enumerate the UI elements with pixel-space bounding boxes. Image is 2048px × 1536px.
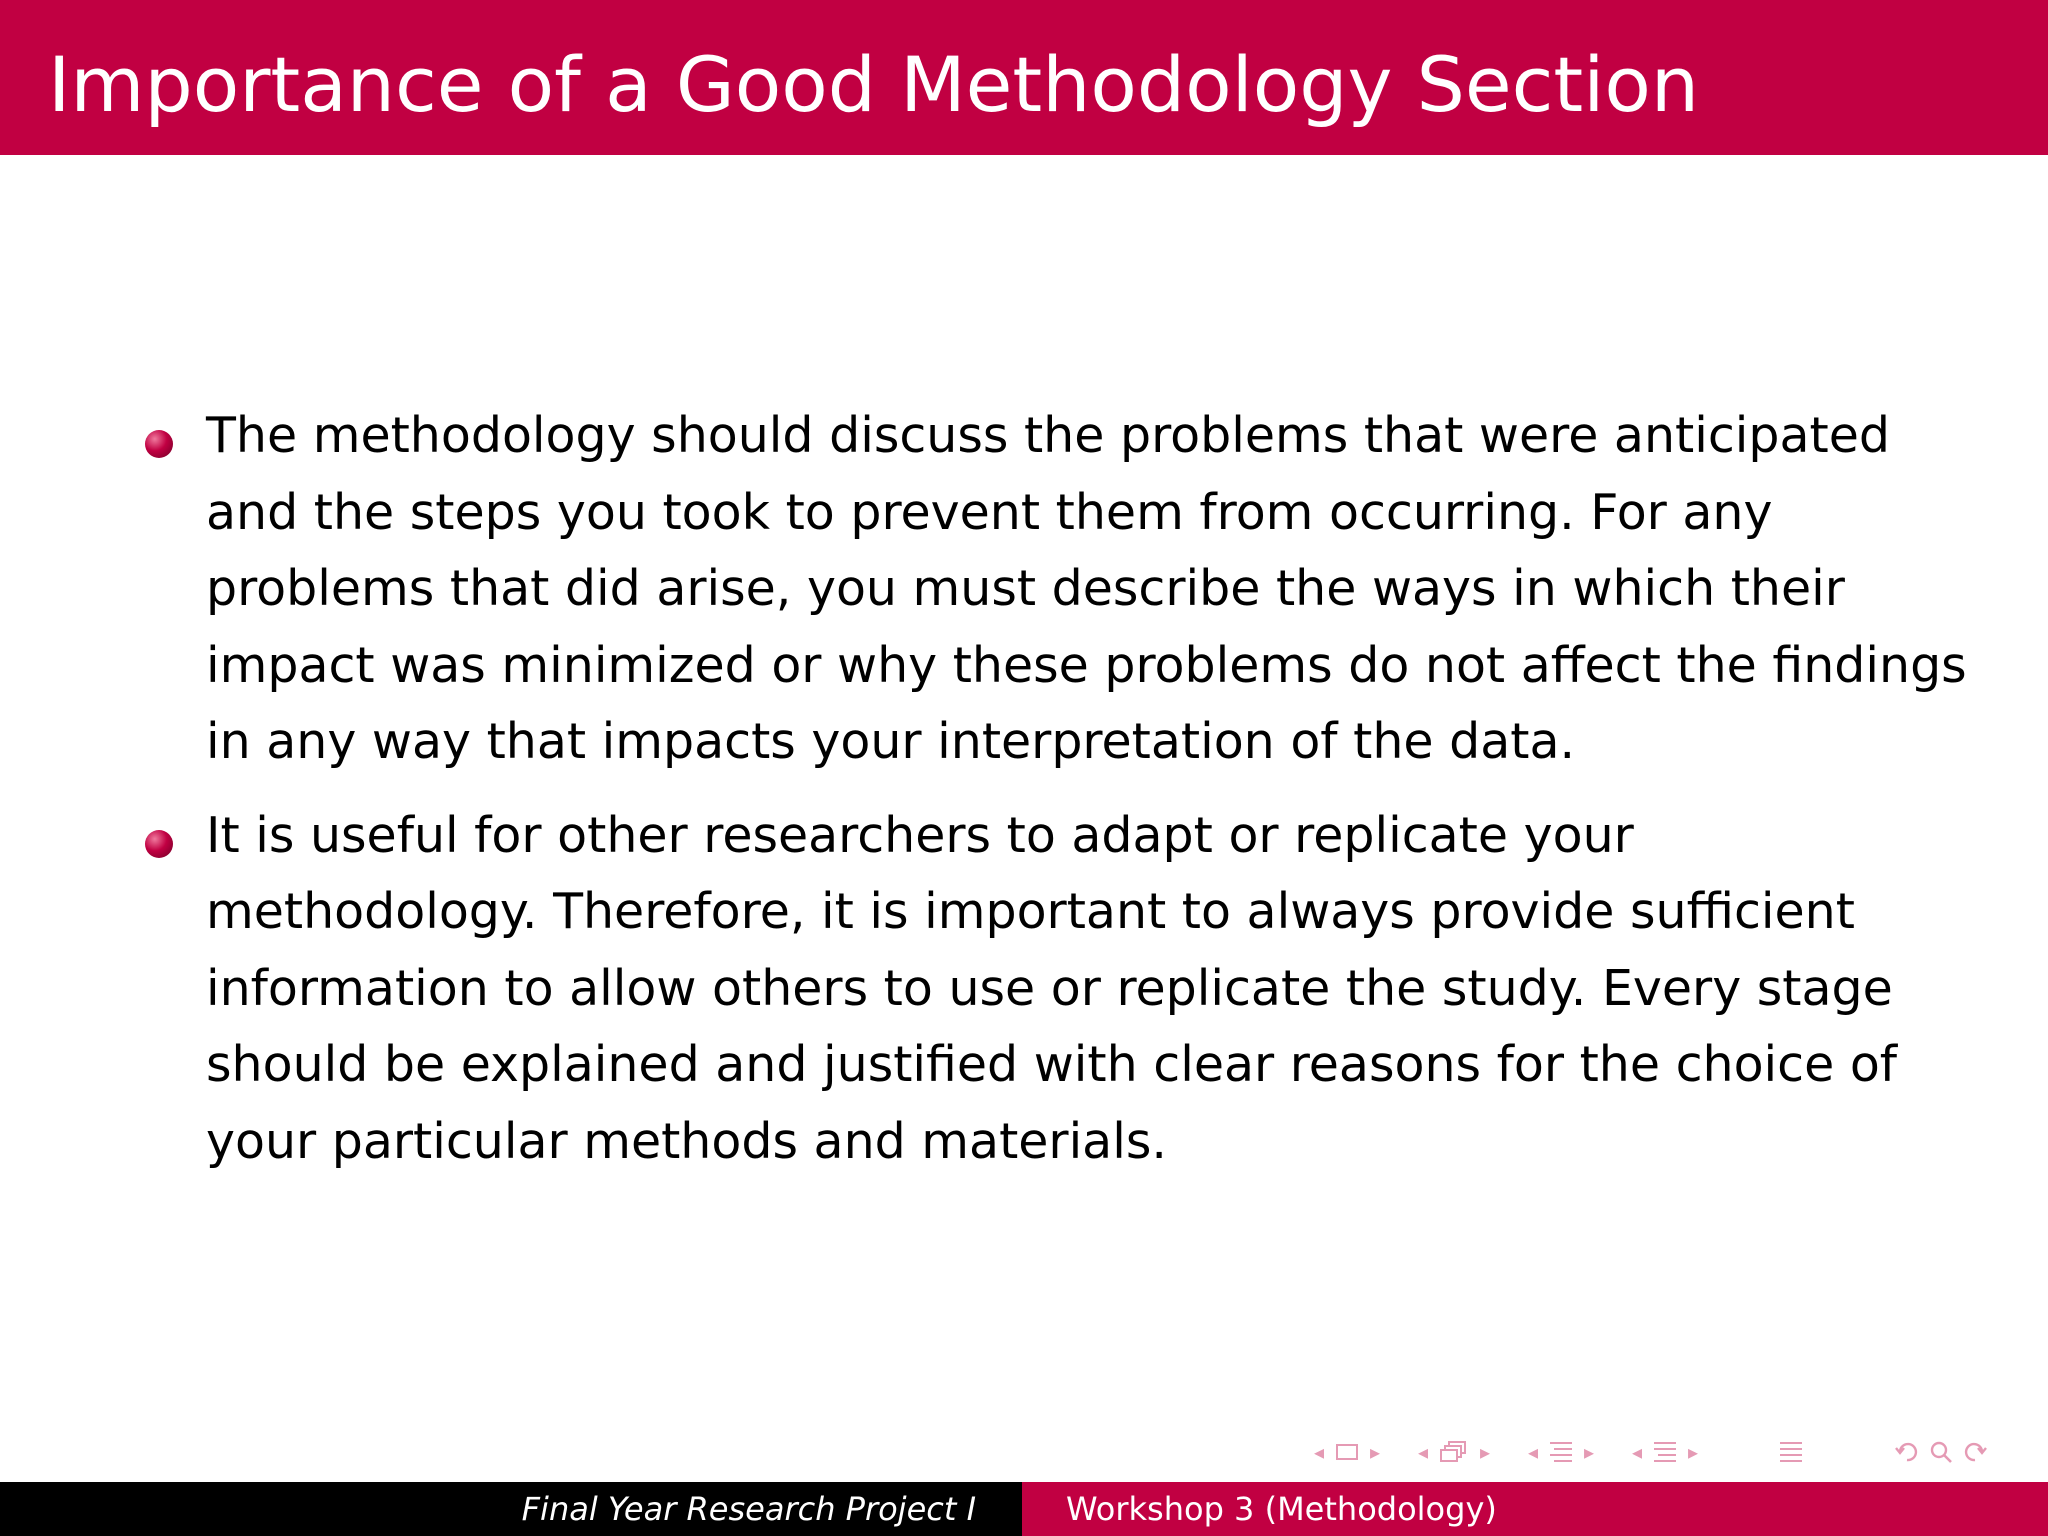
nav-zoom-group — [1890, 1439, 1992, 1465]
subsection-icon[interactable] — [1440, 1441, 1468, 1463]
nav-frame-group — [1310, 1440, 1384, 1464]
prev-presentation-arrow-icon[interactable]: ◂ — [1631, 1440, 1643, 1464]
forward-icon[interactable] — [1962, 1439, 1988, 1465]
nav-subsection-group — [1414, 1440, 1494, 1464]
bullet-list — [140, 398, 1970, 1197]
bullet-item — [140, 398, 1970, 781]
beamer-navigation — [1310, 1432, 1992, 1472]
prev-frame-arrow-icon[interactable]: ◂ — [1313, 1440, 1325, 1464]
section-icon[interactable] — [1550, 1441, 1572, 1463]
next-presentation-arrow-icon[interactable]: ▸ — [1687, 1440, 1699, 1464]
next-subsection-arrow-icon[interactable]: ▸ — [1479, 1440, 1491, 1464]
nav-outline-group — [1772, 1441, 1810, 1463]
bullet-text: The methodology should discuss the problems that were anticipated and the steps you took to prevent them from occurring. For any problems that did arise, you must describe the ways in which their impact was minimized or why these problems do not affect the findings in any way that impacts your interpretation of the data. — [206, 407, 1967, 770]
bullet-item — [140, 798, 1970, 1181]
nav-section-group — [1524, 1440, 1598, 1464]
prev-section-arrow-icon[interactable]: ◂ — [1527, 1440, 1539, 1464]
back-icon[interactable] — [1894, 1439, 1920, 1465]
search-icon[interactable] — [1928, 1439, 1954, 1465]
frame-icon[interactable] — [1336, 1444, 1358, 1460]
bullet-text: It is useful for other researchers to adapt or replicate your methodology. Therefore, it is important to always provide sufficient information to allow others to use or replicate the study. Every stage should be explained and justified with clear reasons for the choice of your particular methods and materials. — [206, 806, 1898, 1170]
outline-icon[interactable] — [1780, 1441, 1802, 1463]
presentation-icon[interactable] — [1654, 1441, 1676, 1463]
bullet-icon — [145, 830, 173, 858]
prev-subsection-arrow-icon[interactable]: ◂ — [1417, 1440, 1429, 1464]
title-bar — [0, 0, 2048, 155]
next-section-arrow-icon[interactable]: ▸ — [1583, 1440, 1595, 1464]
nav-presentation-group — [1628, 1440, 1702, 1464]
slide-title: Importance of a Good Methodology Section — [48, 40, 1699, 129]
next-frame-arrow-icon[interactable]: ▸ — [1369, 1440, 1381, 1464]
bullet-icon — [145, 430, 173, 458]
footer — [0, 1482, 2048, 1536]
footer-course-title: Final Year Research Project I — [0, 1482, 1022, 1536]
footer-workshop-title: Workshop 3 (Methodology) — [1022, 1482, 2048, 1536]
